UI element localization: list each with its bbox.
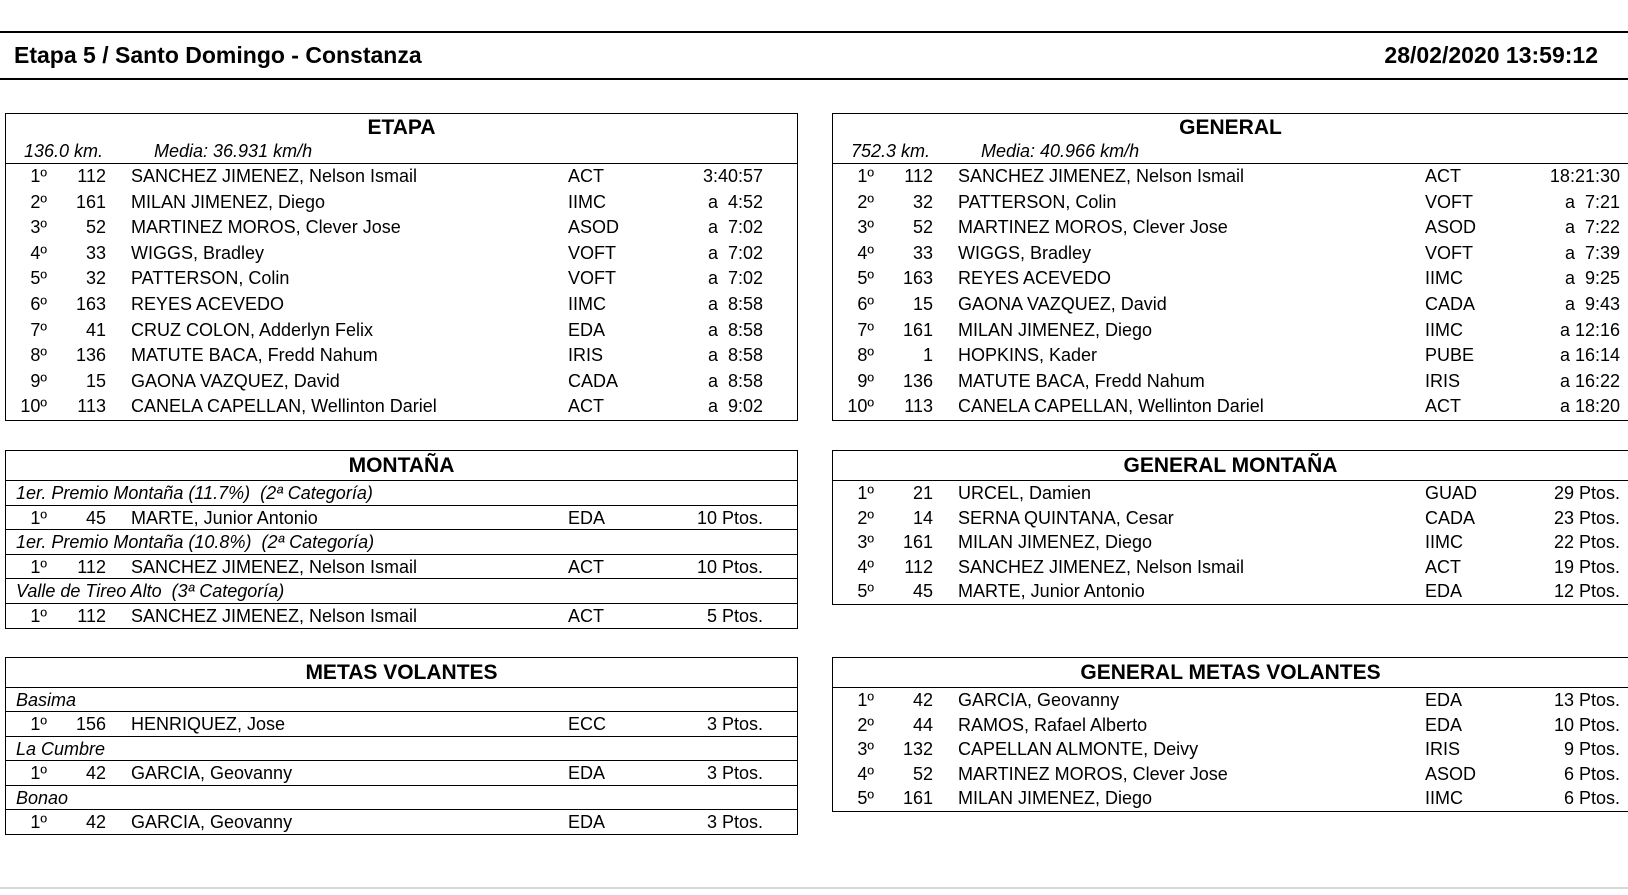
rider-number: 136: [75, 345, 106, 366]
row-position: 10º: [20, 396, 47, 417]
row-position: 2º: [30, 191, 47, 212]
panel-montana: [5, 450, 798, 629]
result-row: [6, 318, 797, 344]
result-row: [6, 190, 797, 216]
rider-name: REYES ACEVEDO: [131, 293, 285, 314]
result-row: [833, 688, 1628, 713]
row-result: 10 Ptos.: [696, 556, 763, 577]
row-result: a 9:25: [1564, 268, 1620, 289]
team-code: IIMC: [568, 293, 606, 314]
row-position: 6º: [30, 293, 47, 314]
rider-number: 156: [75, 714, 106, 735]
section-label: Valle de Tireo Alto (3ª Categoría): [16, 581, 285, 602]
total-distance: 752.3 km.: [851, 141, 931, 161]
row-result: a 8:58: [707, 345, 763, 366]
result-row: [6, 343, 797, 369]
rider-name: GARCIA, Geovanny: [958, 689, 1120, 710]
rider-name: HENRIQUEZ, Jose: [131, 714, 286, 735]
rider-number: 112: [904, 556, 933, 577]
rider-name: URCEL, Damien: [958, 482, 1092, 503]
row-result: a 16:14: [1559, 345, 1620, 366]
team-code: ACT: [1425, 166, 1461, 186]
rider-name: RAMOS, Rafael Alberto: [958, 714, 1148, 735]
team-code: ACT: [568, 166, 604, 186]
rider-name: MARTINEZ MOROS, Clever Jose: [958, 763, 1228, 784]
right-column: [832, 113, 1628, 835]
rider-name: CAPELLAN ALMONTE, Deivy: [958, 739, 1199, 760]
section-label: Basima: [16, 689, 77, 710]
row-result: 9 Ptos.: [1563, 739, 1620, 760]
section-row: [6, 785, 797, 810]
row-result: 3 Ptos.: [706, 763, 763, 784]
team-code: CADA: [1425, 293, 1476, 314]
row-result: 3 Ptos.: [706, 714, 763, 735]
row-position: 1º: [30, 812, 47, 833]
rider-number: 44: [912, 714, 933, 735]
rider-number: 45: [912, 581, 933, 602]
rider-number: 52: [912, 763, 933, 784]
etapa-info-row: [6, 140, 797, 164]
row-position: 7º: [30, 319, 47, 340]
rider-number: 161: [902, 788, 933, 809]
team-code: VOFT: [1425, 242, 1473, 263]
result-row: [833, 762, 1628, 787]
result-row: [6, 760, 797, 785]
row-result: a 7:22: [1564, 217, 1620, 238]
team-code: IRIS: [568, 345, 604, 366]
rider-number: 1: [922, 345, 933, 366]
section-row: [6, 687, 797, 712]
team-code: CADA: [568, 370, 619, 391]
row-position: 1º: [30, 714, 47, 735]
rider-name: REYES ACEVEDO: [958, 268, 1112, 289]
result-row: [833, 506, 1628, 531]
row-position: 7º: [857, 319, 874, 340]
rider-number: 33: [85, 242, 106, 263]
row-result: 29 Ptos.: [1553, 482, 1620, 503]
row-position: 9º: [30, 370, 47, 391]
team-code: ECC: [568, 714, 607, 735]
row-result: a 8:58: [707, 370, 763, 391]
row-result: 19 Ptos.: [1553, 556, 1620, 577]
metas-volantes-rows: [6, 687, 797, 835]
team-code: EDA: [568, 812, 606, 833]
row-result: 10 Ptos.: [1553, 714, 1620, 735]
row-result: 6 Ptos.: [1563, 763, 1620, 784]
result-row: [833, 369, 1628, 395]
rider-number: 21: [912, 482, 933, 503]
row-position: 5º: [857, 268, 874, 289]
team-code: IIMC: [1425, 319, 1463, 340]
result-row: [833, 215, 1628, 241]
result-row: [6, 809, 797, 834]
rider-name: SERNA QUINTANA, Cesar: [958, 507, 1174, 528]
row-result: a 7:02: [707, 268, 763, 289]
page-header: [0, 31, 1628, 80]
bottom-divider: [0, 887, 1628, 889]
rider-number: 52: [85, 217, 106, 238]
row-position: 2º: [857, 507, 874, 528]
rider-name: MARTE, Junior Antonio: [131, 507, 318, 528]
rider-name: SANCHEZ JIMENEZ, Nelson Ismail: [131, 605, 418, 626]
team-code: EDA: [568, 319, 606, 340]
rider-number: 32: [912, 191, 933, 212]
rider-name: MATUTE BACA, Fredd Nahum: [131, 345, 378, 366]
panel-general-metas-volantes: [832, 657, 1628, 812]
team-code: ACT: [1425, 556, 1461, 577]
rider-name: SANCHEZ JIMENEZ, Nelson Ismail: [131, 166, 418, 186]
row-position: 5º: [30, 268, 47, 289]
team-code: EDA: [1425, 581, 1463, 602]
team-code: VOFT: [1425, 191, 1473, 212]
team-code: IRIS: [1425, 739, 1461, 760]
panel-general-title: GENERAL: [1179, 116, 1282, 139]
montana-rows: [6, 480, 797, 628]
panel-etapa-title: ETAPA: [367, 116, 436, 139]
row-position: 3º: [857, 739, 874, 760]
rider-number: 112: [77, 605, 106, 626]
report-datetime: 28/02/2020 13:59:12: [1384, 42, 1598, 68]
row-result: a 7:02: [707, 242, 763, 263]
rider-number: 15: [85, 370, 106, 391]
rider-name: GAONA VAZQUEZ, David: [131, 370, 340, 391]
rider-name: MILAN JIMENEZ, Diego: [958, 319, 1153, 340]
rider-name: CANELA CAPELLAN, Wellinton Dariel: [958, 396, 1264, 417]
rider-name: MARTE, Junior Antonio: [958, 581, 1145, 602]
panel-montana-title: MONTAÑA: [348, 453, 455, 477]
row-result: a 9:02: [707, 396, 763, 417]
team-code: ACT: [1425, 396, 1461, 417]
rider-number: 42: [85, 812, 106, 833]
team-code: ASOD: [1425, 763, 1477, 784]
row-result: 3 Ptos.: [706, 812, 763, 833]
row-position: 3º: [30, 217, 47, 238]
row-position: 5º: [857, 788, 874, 809]
rider-name: GARCIA, Geovanny: [131, 763, 293, 784]
result-row: [833, 292, 1628, 318]
row-position: 6º: [857, 293, 874, 314]
left-column: [5, 113, 798, 835]
rider-number: 112: [77, 556, 106, 577]
row-position: 1º: [857, 166, 874, 186]
result-row: [833, 394, 1628, 420]
rider-number: 15: [912, 293, 933, 314]
row-result: a 18:20: [1559, 396, 1620, 417]
row-position: 2º: [857, 714, 874, 735]
panel-metas-volantes-title: METAS VOLANTES: [305, 660, 498, 684]
rider-name: SANCHEZ JIMENEZ, Nelson Ismail: [958, 556, 1245, 577]
row-result: a 7:21: [1564, 191, 1620, 212]
row-result: a 8:58: [707, 319, 763, 340]
rider-name: HOPKINS, Kader: [958, 345, 1098, 366]
row-result: 23 Ptos.: [1553, 507, 1620, 528]
result-row: [6, 215, 797, 241]
stage-distance: 136.0 km.: [24, 141, 104, 161]
result-row: [833, 555, 1628, 580]
row-result: 12 Ptos.: [1553, 581, 1620, 602]
row-result: 10 Ptos.: [696, 507, 763, 528]
section-label: 1er. Premio Montaña (10.8%) (2ª Categoría): [16, 532, 375, 553]
row-position: 8º: [30, 345, 47, 366]
row-position: 4º: [30, 242, 47, 263]
team-code: IIMC: [1425, 268, 1463, 289]
team-code: EDA: [1425, 714, 1463, 735]
general-montana-rows: [833, 481, 1628, 604]
result-row: [6, 241, 797, 267]
rider-number: 161: [75, 191, 106, 212]
rider-name: MILAN JIMENEZ, Diego: [958, 788, 1153, 809]
team-code: ASOD: [568, 217, 620, 238]
rider-name: SANCHEZ JIMENEZ, Nelson Ismail: [131, 556, 418, 577]
row-result: 18:21:30: [1549, 166, 1620, 186]
team-code: EDA: [568, 507, 606, 528]
row-result: 22 Ptos.: [1553, 532, 1620, 553]
row-position: 1º: [30, 556, 47, 577]
panel-general-montana: [832, 450, 1628, 605]
section-label: Bonao: [16, 787, 69, 808]
rider-number: 161: [902, 319, 933, 340]
result-row: [6, 292, 797, 318]
general-rows: [833, 164, 1628, 420]
row-position: 1º: [857, 482, 874, 503]
section-label: La Cumbre: [16, 738, 106, 759]
rider-number: 112: [904, 166, 933, 186]
section-label: 1er. Premio Montaña (11.7%) (2ª Categoría): [16, 482, 373, 503]
rider-number: 41: [85, 319, 106, 340]
rider-number: 42: [912, 689, 933, 710]
result-row: [833, 579, 1628, 604]
team-code: IRIS: [1425, 370, 1461, 391]
result-row: [833, 266, 1628, 292]
team-code: IIMC: [1425, 788, 1463, 809]
rider-number: 14: [912, 507, 933, 528]
row-position: 9º: [857, 370, 874, 391]
rider-number: 113: [904, 396, 933, 417]
result-row: [833, 241, 1628, 267]
rider-name: MARTINEZ MOROS, Clever Jose: [958, 217, 1228, 238]
row-result: a 16:22: [1559, 370, 1620, 391]
rider-name: MILAN JIMENEZ, Diego: [131, 191, 326, 212]
row-result: a 9:43: [1564, 293, 1620, 314]
section-row: [6, 578, 797, 603]
result-row: [6, 554, 797, 579]
result-row: [833, 737, 1628, 762]
team-code: ACT: [568, 556, 604, 577]
rider-number: 33: [912, 242, 933, 263]
rider-name: PATTERSON, Colin: [958, 191, 1117, 212]
row-result: a 12:16: [1559, 319, 1620, 340]
result-row: [833, 481, 1628, 506]
team-code: GUAD: [1425, 482, 1478, 503]
team-code: VOFT: [568, 268, 616, 289]
result-row: [833, 713, 1628, 738]
row-position: 10º: [847, 396, 874, 417]
general-metas-volantes-rows: [833, 688, 1628, 811]
rider-number: 32: [85, 268, 106, 289]
stage-average-speed: Media: 36.931 km/h: [154, 141, 313, 161]
row-position: 3º: [857, 532, 874, 553]
team-code: PUBE: [1425, 345, 1475, 366]
rider-number: 161: [902, 532, 933, 553]
row-position: 5º: [857, 581, 874, 602]
row-position: 2º: [857, 191, 874, 212]
team-code: ACT: [568, 605, 604, 626]
result-row: [6, 394, 797, 420]
result-row: [833, 530, 1628, 555]
row-result: a 7:39: [1564, 242, 1620, 263]
row-position: 4º: [857, 556, 874, 577]
result-row: [6, 603, 797, 628]
panel-etapa: [5, 113, 798, 421]
rider-name: PATTERSON, Colin: [131, 268, 290, 289]
section-row: [6, 529, 797, 554]
rider-number: 112: [77, 166, 106, 186]
result-row: [833, 786, 1628, 811]
rider-name: CRUZ COLON, Adderlyn Felix: [131, 319, 374, 340]
row-position: 1º: [30, 507, 47, 528]
team-code: IIMC: [568, 191, 606, 212]
rider-name: GAONA VAZQUEZ, David: [958, 293, 1167, 314]
result-row: [833, 190, 1628, 216]
rider-name: MILAN JIMENEZ, Diego: [958, 532, 1153, 553]
result-row: [833, 164, 1628, 190]
result-row: [833, 343, 1628, 369]
row-result: a 8:58: [707, 293, 763, 314]
general-info-row: [833, 140, 1628, 164]
team-code: ASOD: [1425, 217, 1477, 238]
etapa-rows: [6, 164, 797, 420]
section-row: [6, 736, 797, 761]
row-result: 13 Ptos.: [1553, 689, 1620, 710]
rider-number: 163: [902, 268, 933, 289]
rider-number: 163: [75, 293, 106, 314]
result-row: [6, 266, 797, 292]
team-code: EDA: [1425, 689, 1463, 710]
rider-name: WIGGS, Bradley: [131, 242, 265, 263]
panel-metas-volantes: [5, 657, 798, 836]
rider-number: 132: [902, 739, 933, 760]
rider-number: 113: [77, 396, 106, 417]
result-row: [6, 164, 797, 190]
row-position: 8º: [857, 345, 874, 366]
rider-number: 52: [912, 217, 933, 238]
rider-name: CANELA CAPELLAN, Wellinton Dariel: [131, 396, 437, 417]
total-average-speed: Media: 40.966 km/h: [981, 141, 1140, 161]
rider-number: 42: [85, 763, 106, 784]
result-row: [833, 318, 1628, 344]
stage-title: Etapa 5 / Santo Domingo - Constanza: [14, 42, 422, 68]
rider-name: GARCIA, Geovanny: [131, 812, 293, 833]
result-row: [6, 505, 797, 530]
panel-general: [832, 113, 1628, 421]
panel-general-montana-title: GENERAL MONTAÑA: [833, 451, 1628, 481]
rider-name: WIGGS, Bradley: [958, 242, 1092, 263]
panels-area: [0, 113, 1628, 835]
row-result: a 7:02: [707, 217, 763, 238]
row-position: 1º: [30, 166, 47, 186]
rider-number: 136: [902, 370, 933, 391]
team-code: VOFT: [568, 242, 616, 263]
result-row: [6, 369, 797, 395]
team-code: ACT: [568, 396, 604, 417]
row-result: 5 Ptos.: [706, 605, 763, 626]
row-position: 1º: [30, 605, 47, 626]
row-position: 4º: [857, 763, 874, 784]
section-row: [6, 480, 797, 505]
result-row: [6, 711, 797, 736]
rider-number: 45: [85, 507, 106, 528]
row-position: 4º: [857, 242, 874, 263]
team-code: IIMC: [1425, 532, 1463, 553]
team-code: EDA: [568, 763, 606, 784]
team-code: CADA: [1425, 507, 1476, 528]
row-result: 3:40:57: [702, 166, 763, 186]
row-result: 6 Ptos.: [1563, 788, 1620, 809]
row-position: 1º: [30, 763, 47, 784]
rider-name: SANCHEZ JIMENEZ, Nelson Ismail: [958, 166, 1245, 186]
rider-name: MARTINEZ MOROS, Clever Jose: [131, 217, 401, 238]
rider-name: MATUTE BACA, Fredd Nahum: [958, 370, 1205, 391]
row-result: a 4:52: [707, 191, 763, 212]
row-position: 1º: [857, 689, 874, 710]
panel-general-metas-volantes-title: GENERAL METAS VOLANTES: [833, 658, 1628, 688]
row-position: 3º: [857, 217, 874, 238]
